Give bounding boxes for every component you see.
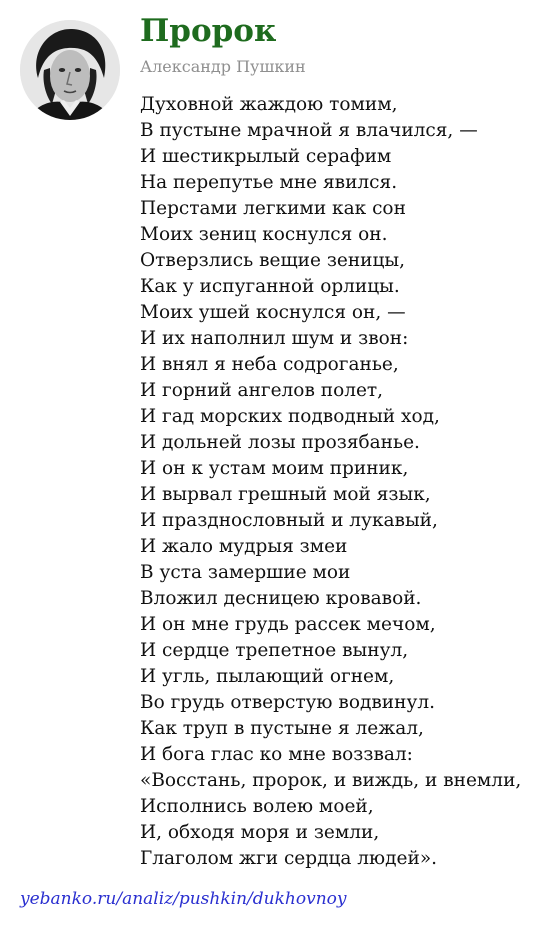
poem-line: И шестикрылый серафим — [140, 146, 392, 167]
poem-line: Как труп в пустыне я лежал, — [140, 718, 424, 739]
poem-line: Исполнись волею моей, — [140, 796, 374, 817]
poem-line: Перстами легкими как сон — [140, 198, 406, 219]
poem-line: И, обходя моря и земли, — [140, 822, 380, 843]
poem-line: И внял я неба содроганье, — [140, 354, 399, 375]
poem-line: И их наполнил шум и звон: — [140, 328, 409, 349]
poem-line: И жало мудрыя змеи — [140, 536, 348, 557]
poem-line: И угль, пылающий огнем, — [140, 666, 395, 687]
source-link[interactable]: yebanko.ru/analiz/pushkin/dukhovnoy — [20, 889, 347, 909]
poem-line: И дольней лозы прозябанье. — [140, 432, 420, 453]
author-portrait — [20, 20, 120, 120]
poem-line: «Восстань, пророк, и виждь, и внемли, — [140, 770, 522, 791]
poem-line: Моих зениц коснулся он. — [140, 224, 388, 245]
poem-text — [140, 92, 521, 872]
poem-line: И сердце трепетное вынул, — [140, 640, 409, 661]
poem-line: В пустыне мрачной я влачился, — — [140, 120, 478, 141]
poem-line: Глаголом жги сердца людей». — [140, 848, 438, 869]
portrait-icon — [20, 20, 120, 120]
poem-line: И горний ангелов полет, — [140, 380, 384, 401]
page-title: Пророк — [140, 13, 277, 49]
poem-line: И он к устам моим приник, — [140, 458, 409, 479]
poem-line: И гад морских подводный ход, — [140, 406, 440, 427]
poem-line: Отверзлись вещие зеницы, — [140, 250, 406, 271]
poem-line: В уста замершие мои — [140, 562, 351, 583]
poem-line: Вложил десницею кровавой. — [140, 588, 422, 609]
poem-line: И бога глас ко мне воззвал: — [140, 744, 413, 765]
poem-line: Во грудь отверстую водвинул. — [140, 692, 435, 713]
poem-line: На перепутье мне явился. — [140, 172, 398, 193]
poem-line: Моих ушей коснулся он, — — [140, 302, 406, 323]
poem-line: Духовной жаждою томим, — [140, 94, 398, 115]
author-name: Александр Пушкин — [140, 57, 306, 76]
poem-line: И вырвал грешный мой язык, — [140, 484, 431, 505]
poem-line: И он мне грудь рассек мечом, — [140, 614, 436, 635]
poem-line: Как у испуганной орлицы. — [140, 276, 400, 297]
poem-line: И празднословный и лукавый, — [140, 510, 438, 531]
